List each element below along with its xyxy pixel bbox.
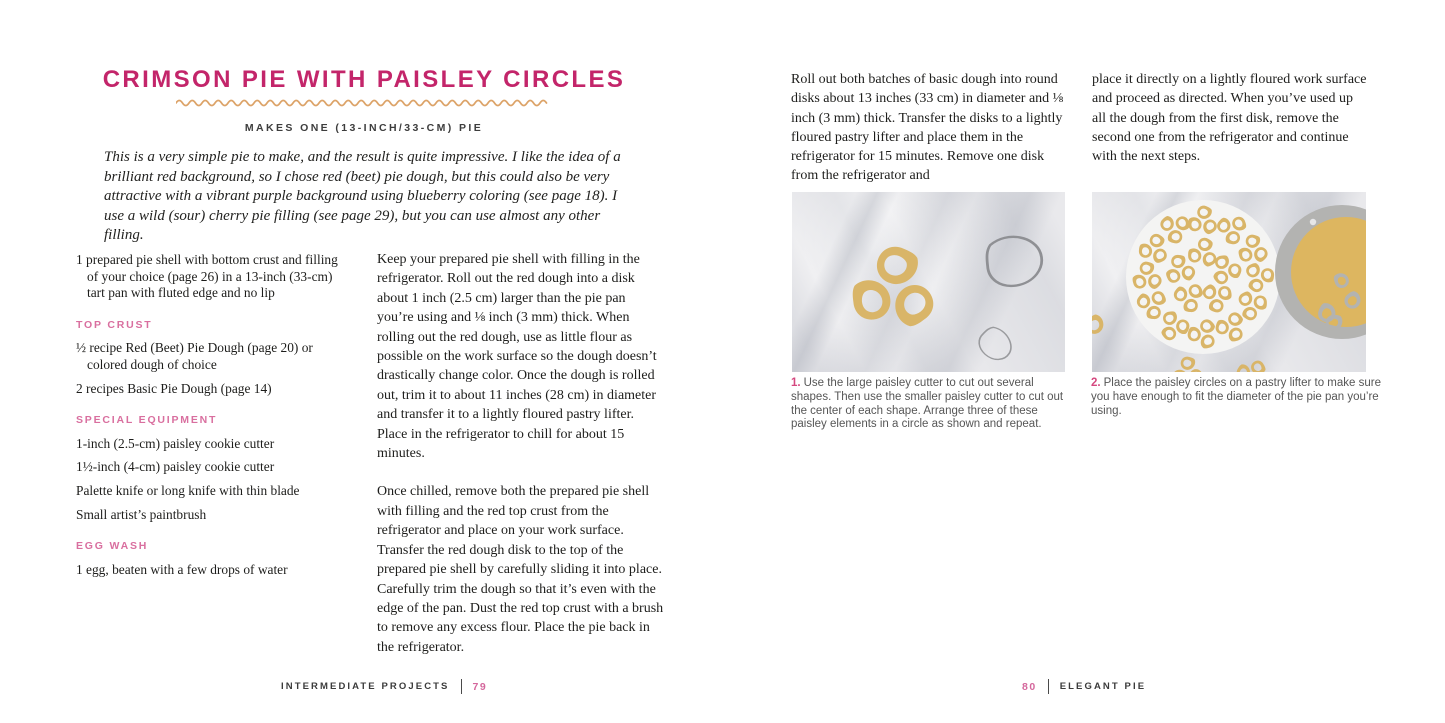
footer-section-label: ELEGANT PIE (1059, 681, 1147, 692)
ingredient-item: ½ recipe Red (Beet) Pie Dough (page 20) or colored dough of choice (76, 340, 313, 372)
page-number: 79 (472, 680, 488, 693)
ingredient-section-heading: EGG WASH (76, 540, 149, 553)
ingredient-section-heading: TOP CRUST (76, 318, 153, 331)
caption-text: Use the large paisley cutter to cut out several shapes. Then use the smaller paisley cutter to cut out the center of each shape. Arrange three of these paisley elements in a circle as shown and repeat. (791, 377, 1064, 431)
caption-number: 2. (1091, 377, 1101, 389)
ingredients-column (76, 252, 344, 585)
page-number: 80 (1022, 680, 1037, 693)
recipe-title: CRIMSON PIE WITH PAISLEY CIRCLES (102, 66, 626, 93)
wavy-divider (64, 95, 664, 113)
instruction-paragraph: Roll out both batches of basic dough into round disks about 13 inches (33 cm) in diameter and ⅛ inch (3 mm) thick. Transfer the disks to a lightly floured pastry lifter and place them in the refrigerator for 15 minutes. Remove one disk from the refrigerator and (791, 72, 1064, 184)
photo-caption-2 (1091, 377, 1381, 418)
continuation-column-1 (791, 70, 1069, 186)
equipment-item: Small artist’s paintbrush (76, 506, 207, 522)
caption-text: Place the paisley circles on a pastry lifter to make sure you have enough to fit the diameter of the pie pan you’re using. (1091, 377, 1381, 417)
footer-divider (1048, 679, 1049, 694)
caption-number: 1. (791, 377, 801, 389)
ingredient-section-heading: SPECIAL EQUIPMENT (76, 414, 218, 427)
paisley-circles-photo-graphic (1092, 192, 1366, 372)
instruction-paragraph: Once chilled, remove both the prepared pie shell with filling and the red top crust from the refrigerator and place on your work surface. Transfer the red dough disk to the top of the prepared pie shell by carefully sliding it into place. Carefully trim the dough so that it’s even with the edge of the pan. Dust the red top crust with a brush to remove any excess flour. Place the pie back in the refrigerator. (377, 484, 664, 655)
equipment-item: 1½-inch (4-cm) paisley cookie cutter (76, 459, 275, 475)
equipment-item: Palette knife or long knife with thin blade (76, 482, 300, 498)
footer-section-label: INTERMEDIATE PROJECTS (281, 681, 450, 692)
ingredient-item: 1 prepared pie shell with bottom crust and filling of your choice (page 26) in a 13-inch (33-cm) tart pan with fluted edge and no lip (76, 252, 338, 301)
footer-right (1022, 679, 1146, 694)
continuation-column-2 (1092, 70, 1370, 166)
instruction-paragraph: place it directly on a lightly floured work surface and proceed as directed. When you’ve used up all the dough from the first disk, remove the second one from the refrigerator and continue with the next steps. (1092, 72, 1367, 165)
yield-line: MAKES ONE (13-INCH/33-CM) PIE (244, 122, 484, 134)
footer-divider (461, 679, 462, 694)
footer-left (281, 679, 487, 694)
instruction-paragraph: Keep your prepared pie shell with filling in the refrigerator. Roll out the red dough into a disk about 1 inch (2.5 cm) larger than the pie pan you’re using and ⅛ inch (3 mm) thick. When rolling out the red dough, use as little flour as possible on the work surface so the dough doesn’t drastically change color. Once the dough is rolled out, trim it to about 11 inches (28 cm) in diameter and transfer it to a lightly floured pastry lifter. Place in the refrigerator to chill for about 15 minutes. (377, 252, 657, 462)
ingredient-item: 2 recipes Basic Pie Dough (page 14) (76, 380, 272, 396)
photo-caption-1 (791, 377, 1075, 432)
recipe-header (64, 66, 664, 134)
instructions-column (377, 250, 664, 676)
step-photo-1 (792, 192, 1065, 372)
recipe-intro: This is a very simple pie to make, and the result is quite impressive. I like the idea of a brilliant red background, so I chose red (beet) pie dough, but this could also be very attractive with a vibrant purple background using blueberry coloring (see page 18). I use a wild (sour) cherry pie filling (see page 29), but you can use almost any other filling. (104, 149, 621, 243)
paisley-cutters-photo-graphic (792, 192, 1065, 372)
step-photo-2 (1092, 192, 1366, 372)
equipment-item: 1-inch (2.5-cm) paisley cookie cutter (76, 435, 275, 451)
ingredient-item: 1 egg, beaten with a few drops of water (76, 561, 288, 577)
